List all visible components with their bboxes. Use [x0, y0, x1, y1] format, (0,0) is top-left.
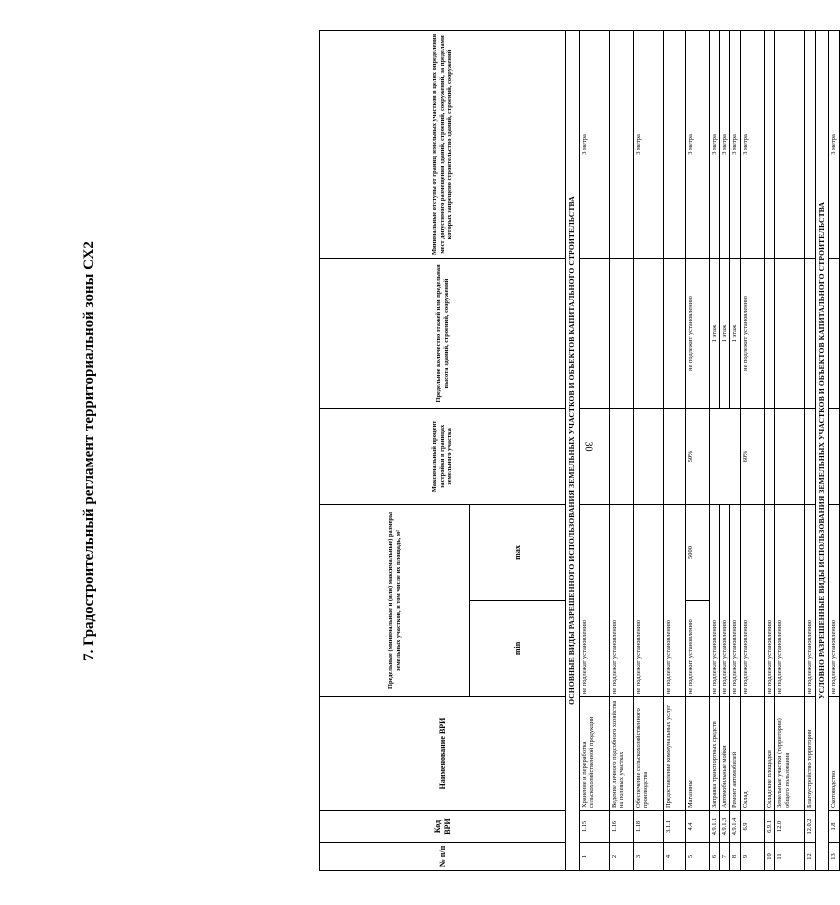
- row-percent: [805, 408, 815, 504]
- rotated-table-container: [319, 31, 838, 871]
- row-num: 8: [730, 843, 740, 871]
- row-size: не подлежат установлению: [740, 504, 764, 696]
- section-title: ОСНОВНЫЕ ВИДЫ РАЗРЕШЕННОГО ИСПОЛЬЗОВАНИЯ ЗЕМЕЛЬНЫХ УЧАСТКОВ И ОБЪЕКТОВ КАПИТАЛЬНОГО СТРОИТЕЛЬСТВА: [566, 30, 580, 870]
- section-conditional-uses: [815, 30, 829, 870]
- row-setback: 3 метра: [730, 30, 740, 258]
- row-size: не подлежат установлению: [805, 504, 815, 696]
- row-code: 3.1.1: [663, 811, 685, 843]
- row-code: 4.9.1.3: [720, 811, 730, 843]
- header-size-group: Предельные (минимальные и (или) максимальные) размеры земельных участков, в том числе их площадь, м²: [320, 504, 470, 696]
- row-name: Земельные участки (территории) общего пользования: [775, 697, 805, 811]
- row-floors: [829, 258, 839, 408]
- row-floors: не подлежит установлению: [740, 258, 764, 408]
- row-code: 6.9.1: [764, 811, 774, 843]
- page-number: 30: [582, 441, 594, 452]
- row-num: 6: [709, 843, 719, 871]
- header-num: № п/п: [320, 843, 566, 871]
- row-num: 9: [740, 843, 764, 871]
- row-code: 4.9.1.4: [730, 811, 740, 843]
- row-percent: [579, 408, 609, 504]
- row-floors: [663, 258, 685, 408]
- row-size: не подлежат установлению: [720, 504, 730, 696]
- row-code: 6.9: [740, 811, 764, 843]
- row-code: 4.4: [685, 811, 709, 843]
- row-size: не подлежат установлению: [579, 504, 609, 696]
- row-name: Предоставление коммунальных услуг: [663, 697, 685, 811]
- row-setback: 3 метра: [720, 30, 730, 258]
- row-name: Складские площадки: [764, 697, 774, 811]
- header-floors: Предельное количество этажей или предельная высота зданий, строений, сооружений: [320, 258, 566, 408]
- section-main-uses: [566, 30, 580, 870]
- row-percent: [633, 408, 663, 504]
- row-num: 7: [720, 843, 730, 871]
- header-max: max: [470, 504, 566, 600]
- table-row: [730, 30, 740, 870]
- row-size: не подлежат установлению: [663, 504, 685, 696]
- table-row: [633, 30, 663, 870]
- row-percent: [609, 408, 633, 504]
- row-floors: [764, 258, 774, 408]
- row-floors: не подлежит установлению: [685, 258, 709, 408]
- row-size: не подлежат установлению: [609, 504, 633, 696]
- row-setback: 3 метра: [579, 30, 609, 258]
- row-name: Автомобильные мойки: [720, 697, 730, 811]
- row-floors: [775, 258, 805, 408]
- row-num: 13: [829, 843, 839, 871]
- row-max: 5000: [685, 504, 709, 600]
- row-code: 4.9.1.1: [709, 811, 719, 843]
- regulation-table: [319, 30, 840, 871]
- row-num: 12: [805, 843, 815, 871]
- row-num: 11: [775, 843, 805, 871]
- row-size: не подлежат установлению: [775, 504, 805, 696]
- row-size: не подлежат установлению: [709, 504, 719, 696]
- row-code: 1.18: [633, 811, 663, 843]
- row-percent: [709, 408, 719, 504]
- row-name: Скотоводство: [829, 697, 839, 811]
- header-min: min: [470, 601, 566, 697]
- document-heading: 7. Градостроительный регламент территориальной зоны СХ2: [81, 241, 97, 661]
- row-code: 12.0.2: [805, 811, 815, 843]
- row-setback: [609, 30, 633, 258]
- row-setback: [805, 30, 815, 258]
- row-code: 1.15: [579, 811, 609, 843]
- row-name: Обеспечение сельскохозяйственного производства: [633, 697, 663, 811]
- table-row: [740, 30, 764, 870]
- row-floors: 1 этаж: [730, 258, 740, 408]
- row-setback: 3 метра: [633, 30, 663, 258]
- row-percent: 50%: [685, 408, 709, 504]
- row-name: Заправка транспортных средств: [709, 697, 719, 811]
- row-setback: [764, 30, 774, 258]
- row-percent: [720, 408, 730, 504]
- row-num: 10: [764, 843, 774, 871]
- row-name: Ведение личного подсобного хозяйства на полевых участках: [609, 697, 633, 811]
- table-row: [685, 30, 709, 870]
- row-percent: [764, 408, 774, 504]
- table-row: [720, 30, 730, 870]
- row-name: Благоустройство территории: [805, 697, 815, 811]
- row-setback: 3 метра: [829, 30, 839, 258]
- table-row: [579, 30, 609, 870]
- row-num: 2: [609, 843, 633, 871]
- row-percent: [775, 408, 805, 504]
- section-title: УСЛОВНО РАЗРЕШЕННЫЕ ВИДЫ ИСПОЛЬЗОВАНИЯ ЗЕМЕЛЬНЫХ УЧАСТКОВ И ОБЪЕКТОВ КАПИТАЛЬНОГО СТРОИТЕЛЬСТВА: [815, 30, 829, 870]
- row-percent: 60%: [740, 408, 764, 504]
- table-row: [805, 30, 815, 870]
- row-size: не подлежат установлению: [730, 504, 740, 696]
- row-min: не подлежит установлению: [685, 601, 709, 697]
- row-floors: 1 этаж: [709, 258, 719, 408]
- row-size: не подлежат установлению: [829, 504, 839, 696]
- row-name: Магазины: [685, 697, 709, 811]
- row-floors: [805, 258, 815, 408]
- header-percent: Максимальный процент застройки в границах земельного участка: [320, 408, 566, 504]
- table-row: [609, 30, 633, 870]
- row-name: Склад: [740, 697, 764, 811]
- header-setback: Минимальные отступы от границ земельных участков в целях определения мест допустимого размещения зданий, строений, сооружений, за пределами которых запрещено строительство зданий, строений, сооружений: [320, 30, 566, 258]
- row-setback: 3 метра: [709, 30, 719, 258]
- row-floors: [579, 258, 609, 408]
- row-code: 12.0: [775, 811, 805, 843]
- row-floors: 1 этаж: [720, 258, 730, 408]
- row-name: Хранение и переработка сельскохозяйственной продукции: [579, 697, 609, 811]
- row-setback: [775, 30, 805, 258]
- header-row-1: [320, 30, 470, 870]
- row-setback: [663, 30, 685, 258]
- row-num: 1: [579, 843, 609, 871]
- row-name: Ремонт автомобилей: [730, 697, 740, 811]
- row-setback: 3 метра: [685, 30, 709, 258]
- table-row: [663, 30, 685, 870]
- header-name: Наименование ВРИ: [320, 697, 566, 811]
- row-setback: 3 метра: [740, 30, 764, 258]
- row-percent: [829, 408, 839, 504]
- table-row: [764, 30, 774, 870]
- table-row: [709, 30, 719, 870]
- row-num: 3: [633, 843, 663, 871]
- row-percent: [730, 408, 740, 504]
- row-floors: [609, 258, 633, 408]
- row-num: 4: [663, 843, 685, 871]
- row-size: не подлежат установлению: [764, 504, 774, 696]
- header-code: Код ВРИ: [320, 811, 566, 843]
- row-code: 1.16: [609, 811, 633, 843]
- row-num: 5: [685, 843, 709, 871]
- table-row: [829, 30, 839, 870]
- row-percent: [663, 408, 685, 504]
- row-code: 1.8: [829, 811, 839, 843]
- row-size: не подлежат установлению: [633, 504, 663, 696]
- row-floors: [633, 258, 663, 408]
- table-row: [775, 30, 805, 870]
